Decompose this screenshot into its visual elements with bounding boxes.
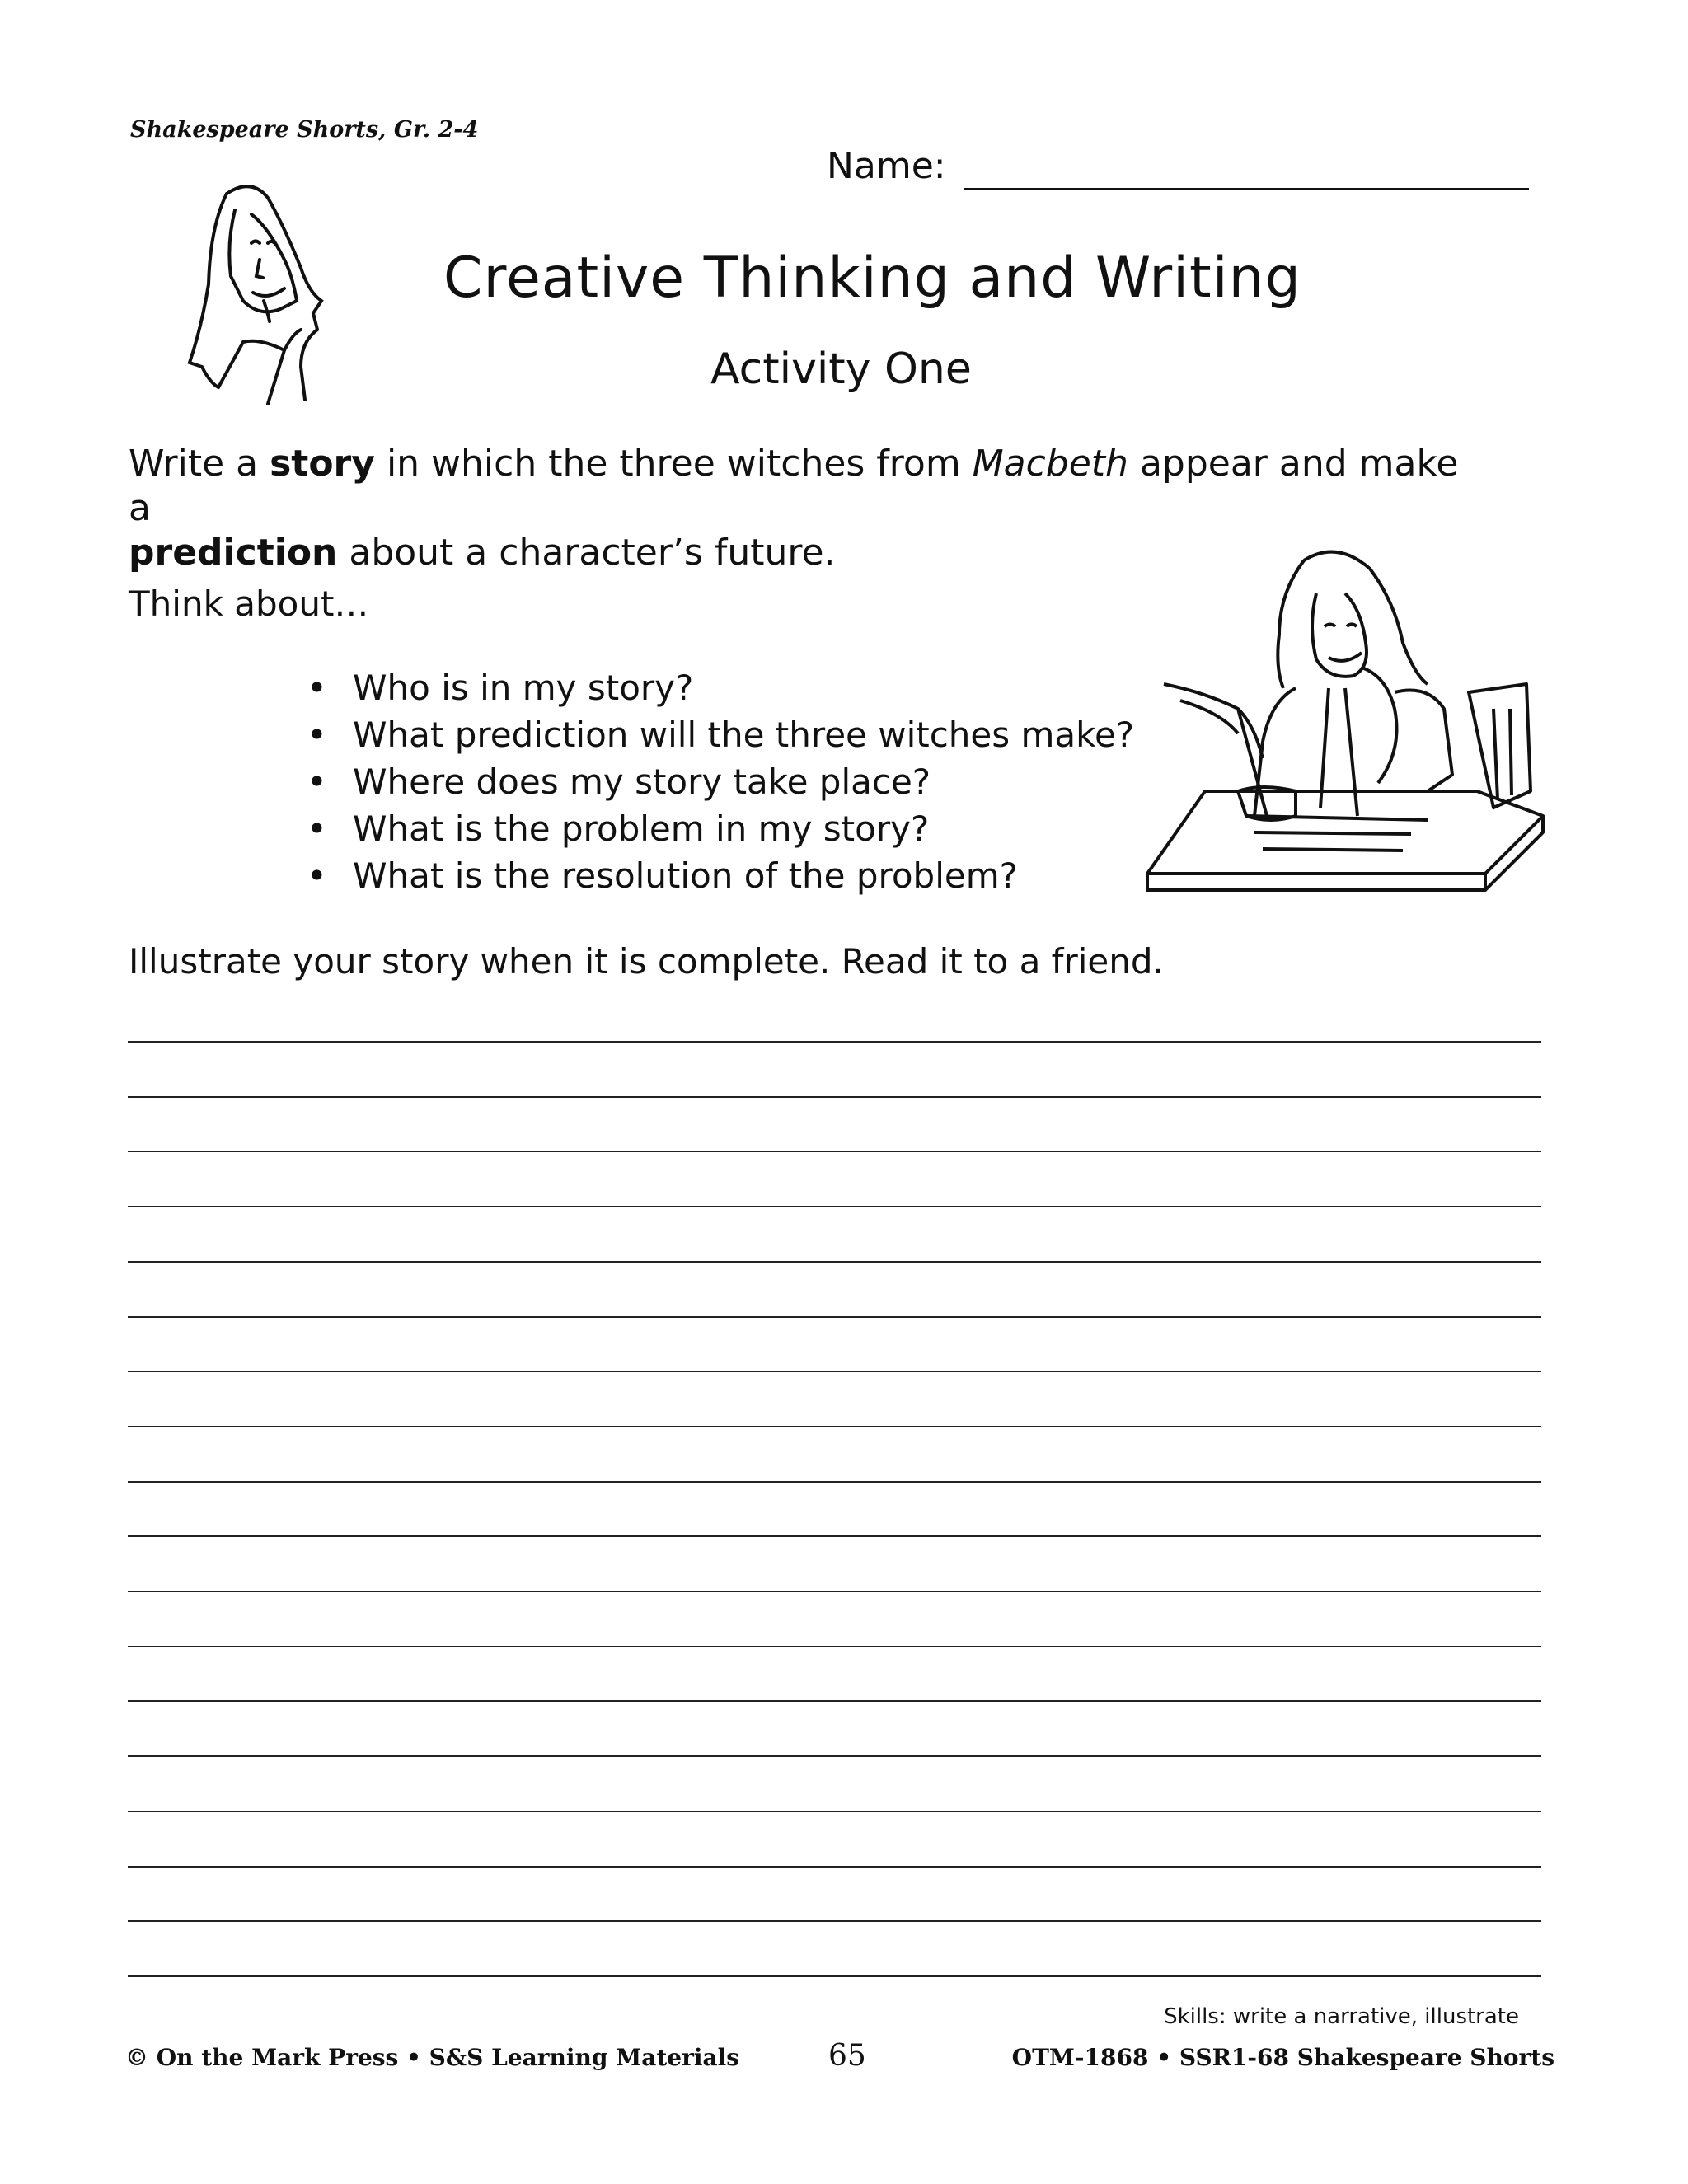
writing-line[interactable] <box>128 1866 1541 1868</box>
prompt-play-title: Macbeth <box>972 443 1128 485</box>
shakespeare-portrait-illustration <box>177 177 392 408</box>
writing-line[interactable] <box>128 1041 1541 1043</box>
writing-line[interactable] <box>128 1811 1541 1812</box>
writing-line[interactable] <box>128 1096 1541 1098</box>
writing-line[interactable] <box>128 1206 1541 1207</box>
name-label: Name: <box>827 145 946 187</box>
writing-line[interactable] <box>128 1920 1541 1922</box>
prompt-part: in which the three witches from <box>374 443 973 485</box>
question-item: • Who is in my story? <box>307 664 1134 711</box>
page-number: 65 <box>828 2039 866 2073</box>
think-about-label: Think about… <box>129 583 369 624</box>
prompt-keyword-story: story <box>270 443 375 485</box>
page-title: Creative Thinking and Writing <box>443 246 1301 311</box>
writing-line[interactable] <box>128 1316 1541 1318</box>
product-code: OTM-1868 • SSR1-68 Shakespeare Shorts <box>1011 2044 1554 2071</box>
writing-line[interactable] <box>128 1261 1541 1263</box>
shakespeare-writing-illustration <box>1131 544 1559 923</box>
prompt-keyword-prediction: prediction <box>129 532 338 574</box>
writing-line[interactable] <box>128 1975 1541 1977</box>
writing-line[interactable] <box>128 1646 1541 1647</box>
writing-line[interactable] <box>128 1371 1541 1372</box>
question-item: • What is the resolution of the problem? <box>307 852 1134 899</box>
question-item: • What prediction will the three witches make? <box>307 711 1134 758</box>
writing-line[interactable] <box>128 1481 1541 1483</box>
instruction-text: Illustrate your story when it is complete. Read it to a friend. <box>129 941 1164 982</box>
writing-line[interactable] <box>128 1426 1541 1427</box>
writing-line[interactable] <box>128 1700 1541 1702</box>
prompt-part: appear and make a <box>129 443 1459 529</box>
writing-line[interactable] <box>128 1535 1541 1537</box>
prompt-part: Write a <box>129 443 270 485</box>
writing-line[interactable] <box>128 1591 1541 1592</box>
name-field-line[interactable] <box>964 188 1529 190</box>
question-item: • What is the problem in my story? <box>307 805 1134 852</box>
series-header: Shakespeare Shorts, Gr. 2-4 <box>130 117 479 143</box>
question-item: • Where does my story take place? <box>307 758 1134 805</box>
writing-line[interactable] <box>128 1151 1541 1152</box>
writing-line[interactable] <box>128 1755 1541 1757</box>
copyright-text: © On the Mark Press • S&S Learning Materials <box>125 2044 740 2071</box>
activity-subtitle: Activity One <box>710 344 972 394</box>
question-list <box>307 664 1134 899</box>
prompt-part: about a character’s future. <box>337 532 836 574</box>
skills-text: Skills: write a narrative, illustrate <box>1164 2004 1519 2029</box>
